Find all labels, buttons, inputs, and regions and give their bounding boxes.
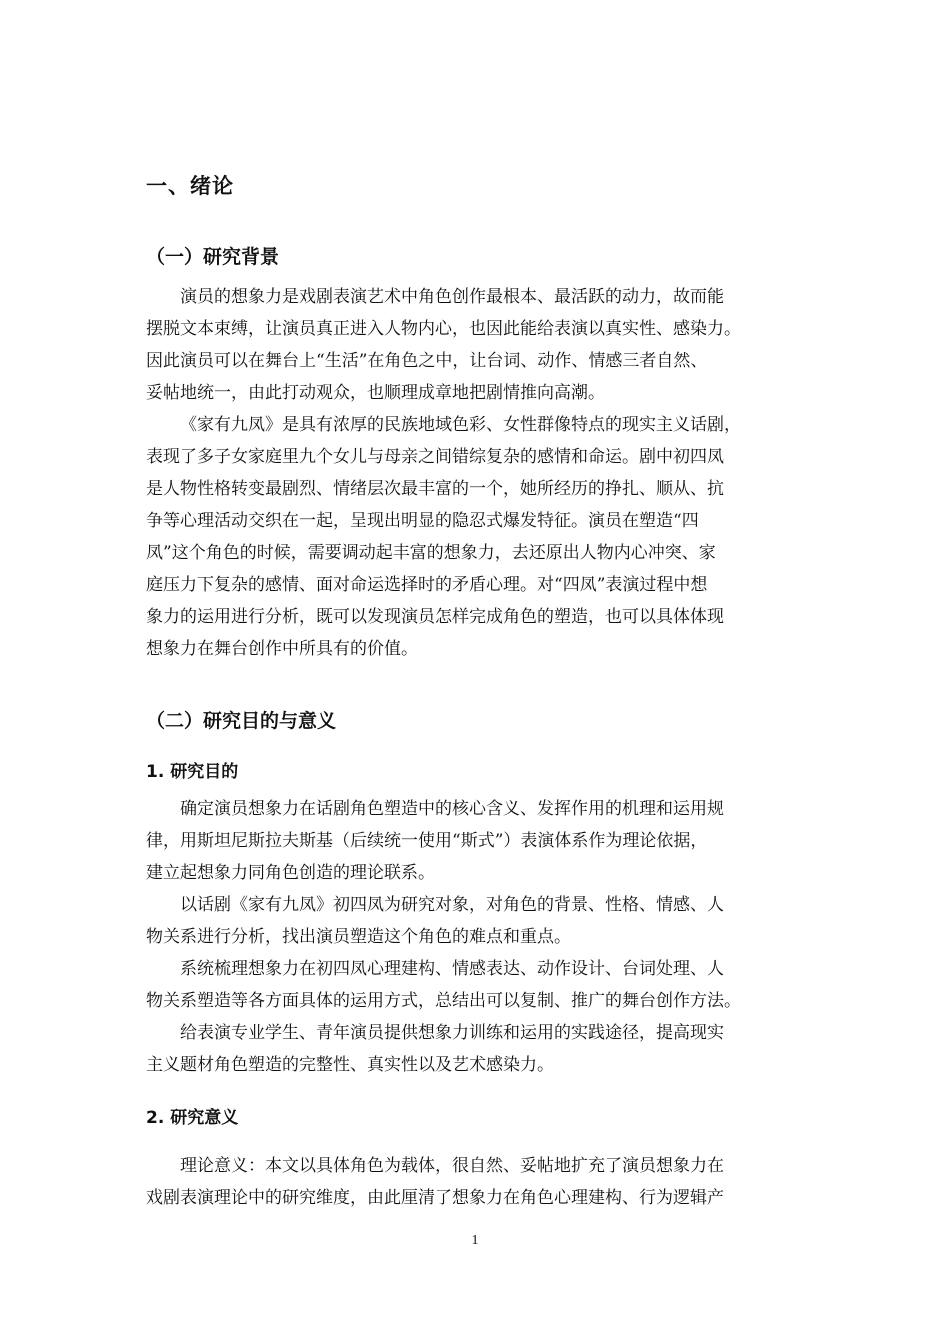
text-line: 摆脱文本束缚，让演员真正进入人物内心，也因此能给表演以真实性、感染力。 — [146, 319, 741, 339]
text-line: 主义题材角色塑造的完整性、真实性以及艺术感染力。 — [146, 1055, 554, 1075]
text-line: 庭压力下复杂的感情、面对命运选择时的矛盾心理。对“四凤”表演过程中想 — [146, 575, 708, 595]
section-heading-background: （一）研究背景 — [146, 246, 280, 268]
paragraph-purpose-1 — [146, 793, 816, 889]
text-line: 律，用斯坦尼斯拉夫斯基（后续统一使用“斯式”）表演体系作为理论依据， — [146, 831, 708, 851]
paragraph-purpose-3 — [146, 953, 816, 1017]
text-line: 给表演专业学生、青年演员提供想象力训练和运用的实践途径，提高现实 — [180, 1023, 724, 1043]
text-line: 因此演员可以在舞台上“生活”在角色之中，让台词、动作、情感三者自然、 — [146, 351, 708, 371]
paragraph-purpose-2 — [146, 889, 816, 953]
text-line: 系统梳理想象力在初四凤心理建构、情感表达、动作设计、台词处理、人 — [180, 959, 724, 979]
text-line: 是人物性格转变最剧烈、情绪层次最丰富的一个，她所经历的挣扎、顺从、抗 — [146, 479, 724, 499]
text-line: 物关系进行分析，找出演员塑造这个角色的难点和重点。 — [146, 927, 571, 947]
text-line: 象力的运用进行分析，既可以发现演员怎样完成角色的塑造，也可以具体体现 — [146, 607, 724, 627]
text-line: 妥帖地统一，由此打动观众，也顺理成章地把剧情推向高潮。 — [146, 383, 605, 403]
chapter-heading: 一、绪论 — [146, 174, 234, 198]
paragraph-purpose-4 — [146, 1017, 816, 1081]
text-line: 表现了多子女家庭里九个女儿与母亲之间错综复杂的感情和命运。剧中初四凤 — [146, 447, 724, 467]
paragraph-background-2 — [146, 409, 816, 665]
section-heading-purpose: （二）研究目的与意义 — [146, 710, 337, 732]
paragraph-background-1 — [146, 281, 816, 409]
text-line: 确定演员想象力在话剧角色塑造中的核心含义、发挥作用的机理和运用规 — [180, 799, 724, 819]
text-line: 想象力在舞台创作中所具有的价值。 — [146, 639, 418, 659]
text-line: 建立起想象力同角色创造的理论联系。 — [146, 863, 435, 883]
text-line: 《家有九凤》是具有浓厚的民族地域色彩、女性群像特点的现实主义话剧， — [180, 415, 741, 435]
text-line: 理论意义：本文以具体角色为载体，很自然、妥帖地扩充了演员想象力在 — [180, 1156, 724, 1176]
text-line: 凤”这个角色的时候，需要调动起丰富的想象力，去还原出人物内心冲突、家 — [146, 543, 716, 563]
paragraph-significance-1 — [146, 1150, 816, 1214]
subsection-heading-significance: 2. 研究意义 — [146, 1108, 239, 1128]
text-line: 以话剧《家有九凤》初四凤为研究对象，对角色的背景、性格、情感、人 — [180, 895, 724, 915]
text-line: 戏剧表演理论中的研究维度，由此厘清了想象力在角色心理建构、行为逻辑产 — [146, 1188, 724, 1208]
text-line: 争等心理活动交织在一起，呈现出明显的隐忍式爆发特征。演员在塑造“四 — [146, 511, 699, 531]
page-number: 1 — [471, 1233, 479, 1248]
subsection-heading-purpose: 1. 研究目的 — [146, 762, 239, 782]
text-line: 演员的想象力是戏剧表演艺术中角色创作最根本、最活跃的动力，故而能 — [180, 287, 724, 307]
text-line: 物关系塑造等各方面具体的运用方式，总结出可以复制、推广的舞台创作方法。 — [146, 991, 741, 1011]
